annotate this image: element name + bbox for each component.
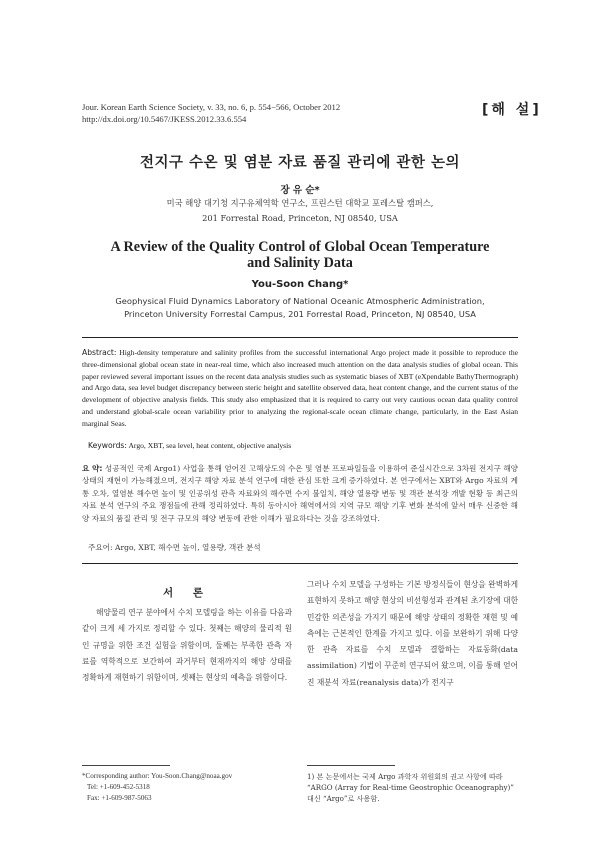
- korean-affiliation-line-1: 미국 해양 대기청 지구유체역학 연구소, 프린스턴 대학교 포레스탈 캠퍼스,: [166, 198, 434, 208]
- argo-footnote-text: 1) 본 논문에서는 국제 Argo 과학자 위원회의 권고 사항에 따라 “ARGO (Array for Real-time Geostrophic Oceanography)”: [307, 772, 514, 792]
- korean-title: 전지구 수온 및 염분 자료 품질 관리에 관한 논의: [139, 155, 461, 171]
- english-affiliation-line-1: Geophysical Fluid Dynamics Laboratory of National Oceanic Atmospheric Administration,: [115, 296, 485, 306]
- korean-keywords-label: 주요어:: [88, 543, 113, 552]
- english-affiliation-line-2: Princeton University Forrestal Campus, 201 Forrestal Road, Princeton, NJ 08540, USA: [124, 309, 476, 319]
- section-heading-introduction: 서 론: [163, 587, 211, 599]
- korean-keywords: [88, 542, 261, 553]
- korean-author: 장 유 순*: [280, 185, 320, 196]
- korean-affiliation-line-2: 201 Forrestal Road, Princeton, NJ 08540, USA: [202, 213, 398, 223]
- doi-link[interactable]: http://dx.doi.org/10.5467/JKESS.2012.33.6.554: [82, 114, 247, 124]
- english-title-line-2: and Salinity Data: [247, 255, 353, 271]
- english-affiliation: [0, 295, 600, 321]
- argo-footnote: [307, 771, 518, 804]
- footnote-rule-right: [307, 765, 395, 766]
- abstract-label: Abstract:: [82, 348, 117, 357]
- section-tag: [해 설]: [482, 102, 542, 118]
- english-abstract: [82, 347, 518, 430]
- abstract-top-rule: [82, 337, 518, 338]
- korean-abstract-label: 요 약:: [82, 464, 103, 473]
- keywords-text: Argo, XBT, sea level, heat content, objective analysis: [128, 441, 292, 450]
- journal-line: Jour. Korean Earth Science Society, v. 33, no. 6, p. 554−566, October 2012: [82, 102, 341, 112]
- korean-affiliation: [0, 196, 600, 226]
- english-title-line-1: A Review of the Quality Control of Global Ocean Temperature: [110, 239, 490, 255]
- abstract-bottom-rule: [82, 563, 518, 564]
- argo-footnote-text-2: 대신 “Argo”로 사용함.: [307, 794, 380, 803]
- corresponding-fax: Fax: +1-609-987-5063: [87, 794, 152, 802]
- english-keywords: [88, 441, 291, 450]
- english-title: [0, 239, 600, 271]
- body-column-left: 해양물리 연구 분야에서 수치 모델링을 하는 이유를 다음과 같이 크게 세 가지로 정리할 수 있다. 첫째는 해양의 물리적 원인 규명을 위한 조건 실험을 위함이며, 둘째는 부족한 관측 자료를 역학적으로 보간하여 과거부터 현재까지의 해양 상태를 정확하게 재현하기 위함이며, 셋째는 현상의 예측을 위함이다.: [82, 608, 292, 683]
- footnote-rule-left: [82, 765, 170, 766]
- journal-citation: [82, 101, 340, 125]
- abstract-text: High-density temperature and salinity profiles from the successful international Argo project made it possible to reproduce the three-dimensional global ocean state in near-real time, which also increased much attention on the data analysis studies of global ocean. This paper reviewed several important issues on the recent data analysis studies such as systematic biases of XBT (eXpendable BathyThermograph) and Argo data, sea level budget discrepancy between steric height and satellite observed data, heat content change, and the current status of the development of objective analysis fields. This study also emphasized that it is required to carry out very cautious ocean data quality control and understand global-scale ocean variability prior to analyzing the regional-scale ocean climate change, particularly, in the East Asian marginal Seas.: [82, 348, 518, 428]
- corresponding-email: *Corresponding author: You-Soon.Chang@noaa.gov: [82, 772, 233, 780]
- korean-keywords-text: Argo, XBT, 해수면 높이, 열용량, 객관 분석: [115, 543, 261, 552]
- korean-abstract: [82, 463, 518, 525]
- korean-abstract-text: 성공적인 국제 Argo1) 사업을 통해 얻어진 고해상도의 수온 및 염분 프로파일들을 이용하여 준실시간으로 3차원 전지구 해양 상태의 재현이 가능해졌으며, 전지구 해양 자료 분석 연구에 대한 관심 또한 크게 증가하였다. 본 연구에서는 XBT와 Argo 자료의 계통 오차, 열염분 해수면 높이 및 인공위성 관측 자료와의 해수면 수지 불일치, 해양 열용량 변동 및 객관 분석장 개발 현황 등 최근의 자료 분석 연구의 주요 쟁점들에 관해 정리하였다. 특히 동아시아 해역에서의 지역 규모 해양 기후 변화 분석에 앞서 매우 신중한 해양 자료의 품질 관리 및 전구 규모의 해양 변동에 관한 이해가 필요하다는 것을 강조하였다.: [82, 464, 518, 523]
- corresponding-tel: Tel: +1-609-452-5318: [87, 783, 150, 791]
- english-author: You-Soon Chang*: [251, 279, 349, 290]
- keywords-label: Keywords:: [88, 441, 127, 450]
- corresponding-author-footnote: [82, 771, 232, 804]
- body-column-right: 그러나 수치 모델을 구성하는 기본 방정식들이 현상을 완벽하게 표현하지 못하고 해양 현상의 비선형성과 관계된 초기장에 대한 민감한 의존성을 가지기 때문에 해양 상태의 정확한 재현 및 예측에는 근본적인 한계를 가지고 있다. 이를 보완하기 위해 다양한 관측 자료를 수치 모델과 결합하는 자료동화(data assimilation) 기법이 꾸준히 연구되어 왔으며, 이를 통해 얻어진 재분석 자료(reanalysis data)가 전지구: [307, 580, 518, 687]
